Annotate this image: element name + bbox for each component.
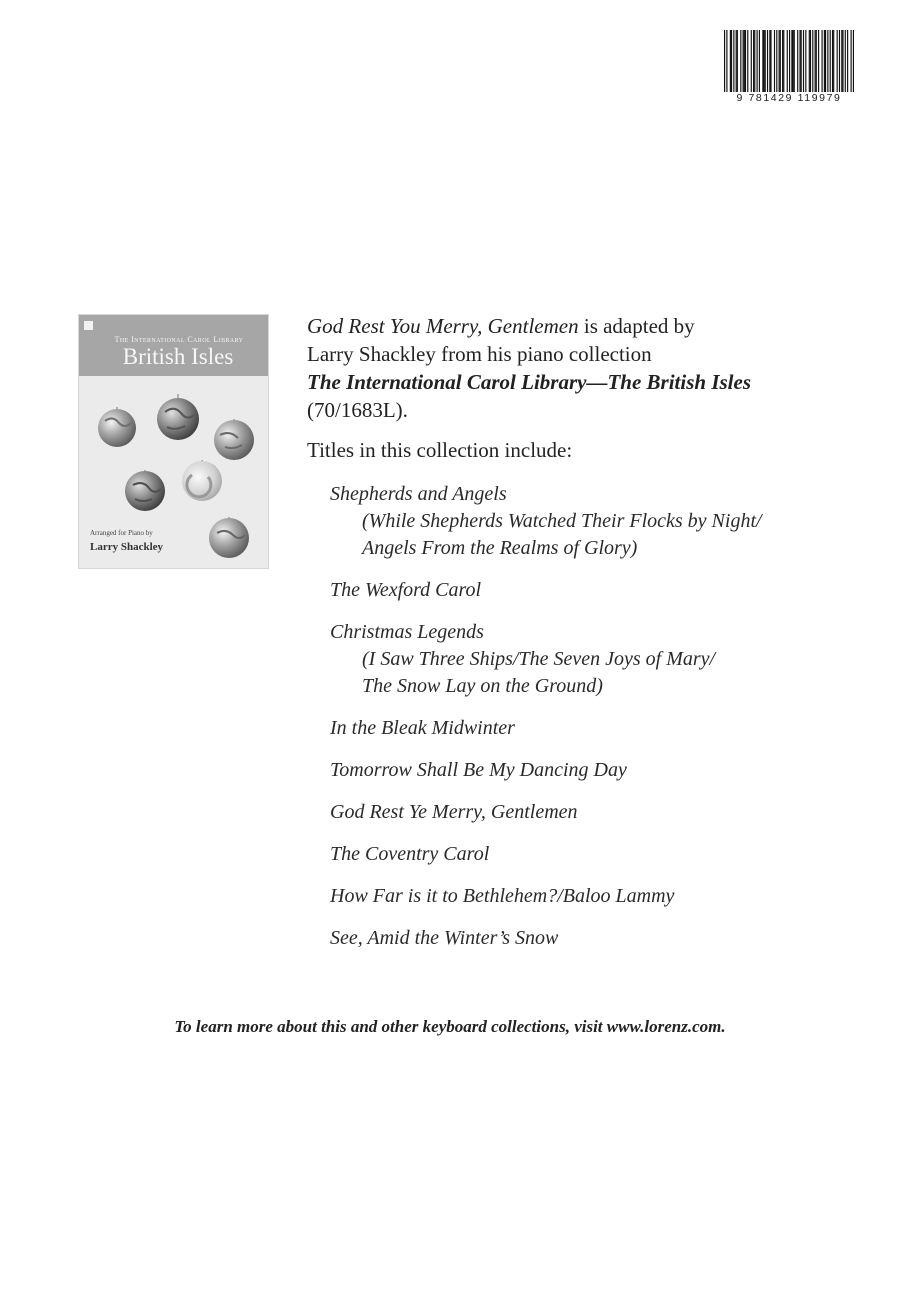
- title-main: The Wexford Carol: [330, 579, 482, 601]
- ornament-2: [157, 394, 199, 440]
- intro-text-1: is adapted by: [578, 314, 695, 338]
- title-main: How Far is it to Bethlehem?/Baloo Lammy: [330, 885, 675, 907]
- barcode-bar: [780, 30, 781, 92]
- barcode-bar: [832, 30, 833, 92]
- list-item: [330, 925, 870, 952]
- intro-line-2: Larry Shackley from his piano collection: [307, 342, 652, 366]
- barcode-bar: [737, 30, 738, 92]
- barcode-bar: [833, 30, 834, 92]
- collection-title: The International Carol Library—The British Isles: [307, 370, 751, 394]
- barcode-bar: [822, 30, 823, 92]
- cover-arranged-by: Arranged for Piano by: [90, 529, 153, 537]
- barcode-bar: [837, 30, 838, 92]
- title-main: The Coventry Carol: [330, 843, 490, 865]
- ornament-5: [182, 460, 222, 501]
- titles-heading: Titles in this collection include:: [307, 438, 573, 462]
- list-item: [330, 841, 870, 868]
- list-item: [330, 883, 870, 910]
- barcode-bar: [726, 30, 727, 92]
- barcode-bar: [816, 30, 817, 92]
- barcode-bar: [792, 30, 793, 92]
- title-main: In the Bleak Midwinter: [330, 717, 515, 739]
- list-item: [330, 577, 870, 604]
- barcode-bar: [774, 30, 775, 92]
- barcode-bar: [824, 30, 825, 92]
- barcode-bar: [787, 30, 788, 92]
- barcode-bar: [847, 30, 848, 92]
- barcode-bar: [783, 30, 784, 92]
- title-main: Christmas Legends: [330, 621, 484, 643]
- barcode-bar: [779, 30, 780, 92]
- barcode-bar: [744, 30, 745, 92]
- barcode-bar: [763, 30, 764, 92]
- list-item: [330, 799, 870, 826]
- barcode-bar: [776, 30, 777, 92]
- song-title: God Rest You Merry, Gentlemen: [307, 314, 579, 338]
- barcode-bar: [753, 30, 754, 92]
- barcode-bar: [797, 30, 798, 92]
- title-main: See, Amid the Winter’s Snow: [330, 927, 559, 949]
- barcode-bar: [803, 30, 804, 92]
- barcode-bar: [830, 30, 831, 92]
- barcode-bar: [724, 30, 725, 92]
- barcode-bar: [810, 30, 811, 92]
- barcode-bar: [769, 30, 770, 92]
- title-sub: Angels From the Realms of Glory): [362, 537, 638, 559]
- intro-line-1: [307, 312, 867, 340]
- barcode-bar: [839, 30, 840, 92]
- barcode-bar: [762, 30, 763, 92]
- barcode-bar: [765, 30, 766, 92]
- barcode: [724, 30, 854, 108]
- title-sub: (I Saw Three Ships/The Seven Joys of Mary/: [362, 648, 716, 670]
- ornament-1: [98, 407, 136, 447]
- barcode-bar: [733, 30, 734, 92]
- barcode-bar: [789, 30, 790, 92]
- title-sub: The Snow Lay on the Ground): [362, 675, 603, 697]
- barcode-digits: 9 781429 119979: [736, 92, 842, 104]
- footer-note: To learn more about this and other keyboard collections, visit www.lorenz.com.: [174, 1017, 726, 1036]
- barcode-bar: [757, 30, 758, 92]
- barcode-bar: [747, 30, 748, 92]
- barcode-bar: [841, 30, 842, 92]
- cover-author: Larry Shackley: [90, 541, 164, 553]
- list-item: [330, 715, 870, 742]
- catalog-number: (70/1683L).: [307, 398, 408, 422]
- barcode-bar: [745, 30, 746, 92]
- list-item: [330, 481, 870, 562]
- title-sub: (While Shepherds Watched Their Flocks by Night/: [362, 510, 762, 532]
- list-item: [330, 619, 870, 700]
- barcode-bar: [825, 30, 826, 92]
- barcode-bar: [845, 30, 846, 92]
- barcode-bar: [754, 30, 755, 92]
- barcode-bar: [759, 30, 760, 92]
- list-item: [330, 757, 870, 784]
- barcode-bar: [767, 30, 768, 92]
- barcode-bar: [842, 30, 843, 92]
- barcode-bar: [805, 30, 806, 92]
- barcode-bar: [815, 30, 816, 92]
- titles-list: [330, 481, 870, 967]
- barcode-bar: [743, 30, 744, 92]
- cover-thumbnail: [78, 314, 269, 569]
- barcode-bar: [799, 30, 800, 92]
- barcode-bar: [818, 30, 819, 92]
- barcode-bar: [851, 30, 852, 92]
- barcode-bar: [730, 30, 731, 92]
- barcode-bar: [770, 30, 771, 92]
- ornament-3: [214, 419, 254, 460]
- barcode-bar: [827, 30, 828, 92]
- intro-paragraph: [307, 312, 867, 424]
- barcode-bar: [736, 30, 737, 92]
- ornament-4: [125, 470, 165, 511]
- barcode-bar: [740, 30, 741, 92]
- barcode-bar: [801, 30, 802, 92]
- barcode-bar: [794, 30, 795, 92]
- barcode-bar: [782, 30, 783, 92]
- barcode-bar: [791, 30, 792, 92]
- title-main: Shepherds and Angels: [330, 483, 507, 505]
- title-main: Tomorrow Shall Be My Dancing Day: [330, 759, 627, 781]
- barcode-bar: [812, 30, 813, 92]
- barcode-bars: [724, 30, 854, 92]
- barcode-bar: [731, 30, 732, 92]
- barcode-bar: [853, 30, 854, 92]
- title-main: God Rest Ye Merry, Gentlemen: [330, 801, 578, 823]
- cover-series-name: The International Carol Library: [114, 335, 244, 344]
- cover-title: British Isles: [122, 344, 234, 369]
- barcode-bar: [751, 30, 752, 92]
- ornament-6: [209, 517, 249, 558]
- barcode-bar: [809, 30, 810, 92]
